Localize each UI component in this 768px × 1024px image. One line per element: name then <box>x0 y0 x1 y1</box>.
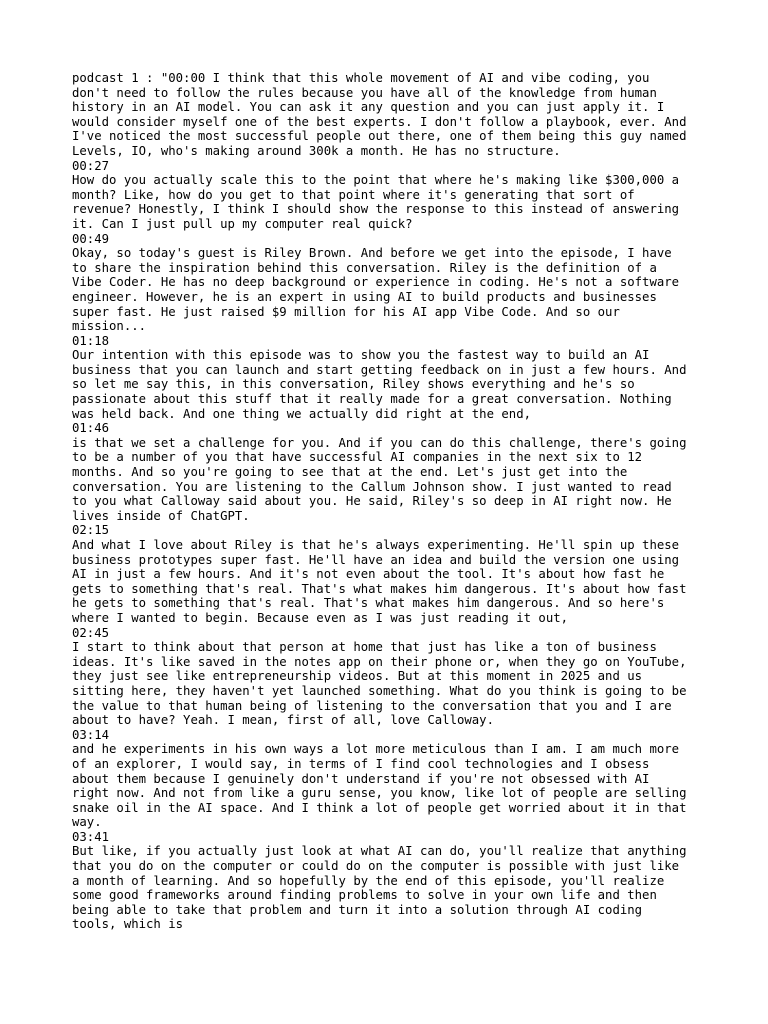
transcript-line: sitting here, they haven't yet launched something. What do you think is going to be <box>72 683 687 698</box>
transcript-line: I start to think about that person at home that just has like a ton of business <box>72 640 657 655</box>
transcript-line: But like, if you actually just look at what AI can do, you'll realize that anything <box>72 844 687 859</box>
transcript-line: the value to that human being of listening to the conversation that you and I are <box>72 698 672 713</box>
transcript-line: history in an AI model. You can ask it any question and you can just apply it. I <box>72 100 665 115</box>
transcript-line: he gets to something that's real. That's what makes him dangerous. And so here's <box>72 596 665 611</box>
transcript-line: revenue? Honestly, I think I should show the response to this instead of answering <box>72 202 680 217</box>
transcript-line: to be a number of you that have successful AI companies in the next six to 12 <box>72 450 643 465</box>
transcript-line: being able to take that problem and turn it into a solution through AI coding <box>72 902 643 917</box>
transcript-line: engineer. However, he is an expert in using AI to build products and businesses <box>72 289 657 304</box>
transcript-line: months. And so you're going to see that at the end. Let's just get into the <box>72 465 628 480</box>
transcript-line: was held back. And one thing we actually did right at the end, <box>72 406 532 421</box>
transcript-line: super fast. He just raised $9 million for his AI app Vibe Code. And so our <box>72 304 620 319</box>
transcript-line: tools, which is <box>72 917 184 932</box>
transcript-line: passionate about this stuff that it really made for a great conversation. Nothing <box>72 392 672 407</box>
transcript-line: gets to something that's real. That's what makes him dangerous. It's about how fast <box>72 581 687 596</box>
transcript-line: podcast 1 : "00:00 I think that this whole movement of AI and vibe coding, you <box>72 71 650 85</box>
transcript-line: Levels, IO, who's making around 300k a month. He has no structure. <box>72 143 561 158</box>
transcript-line: conversation. You are listening to the Callum Johnson show. I just wanted to read <box>72 479 672 494</box>
transcript-line: How do you actually scale this to the point that where he's making like $300,000 a <box>72 173 680 188</box>
transcript-line: 03:14 <box>72 727 110 742</box>
transcript-line: about them because I genuinely don't understand if you're not obsessed with AI <box>72 771 650 786</box>
transcript-line: Our intention with this episode was to show you the fastest way to build an AI <box>72 348 650 363</box>
transcript-line: Vibe Coder. He has no deep background or experience in coding. He's not a software <box>72 275 680 290</box>
transcript-line: some good frameworks around finding problems to solve in your own life and then <box>72 888 657 903</box>
transcript-line: 02:45 <box>72 625 110 640</box>
transcript-line: AI in just a few hours. And it's not even about the tool. It's about how fast he <box>72 567 665 582</box>
transcript-line: right now. And not from like a guru sense, you know, like lot of people are selling <box>72 786 687 801</box>
transcript-line: And what I love about Riley is that he's always experimenting. He'll spin up these <box>72 538 680 552</box>
transcript-line: business that you can launch and start getting feedback on in just a few hours. And <box>72 362 687 377</box>
transcript-line: 01:18 <box>72 333 110 348</box>
transcript-line: mission... <box>72 319 147 334</box>
transcript-line: to you what Calloway said about you. He said, Riley's so deep in AI right now. He <box>72 494 672 509</box>
transcript-line: way. <box>72 815 102 830</box>
transcript-line: Okay, so today's guest is Riley Brown. And before we get into the episode, I have <box>72 246 672 261</box>
transcript-line: they just see like entrepreneurship videos. But at this moment in 2025 and us <box>72 669 643 684</box>
transcript-line: month? Like, how do you get to that point where it's generating that sort of <box>72 187 635 202</box>
transcript-line: to share the inspiration behind this conversation. Riley is the definition of a <box>72 260 657 275</box>
transcript-line: and he experiments in his own ways a lot more meticulous than I am. I am much more <box>72 742 680 757</box>
transcript-line: 02:15 <box>72 523 110 538</box>
transcript-line: business prototypes super fast. He'll have an idea and build the version one using <box>72 552 680 567</box>
transcript-line: of an explorer, I would say, in terms of I find cool technologies and I obsess <box>72 756 650 771</box>
transcript-line: that you do on the computer or could do on the computer is possible with just like <box>72 859 680 874</box>
transcript-line: is that we set a challenge for you. And if you can do this challenge, there's going <box>72 435 687 450</box>
transcript-line: 03:41 <box>72 829 110 844</box>
transcript-line: it. Can I just pull up my computer real quick? <box>72 216 413 231</box>
transcript-page <box>72 71 712 932</box>
transcript-line: I've noticed the most successful people out there, one of them being this guy named <box>72 129 687 144</box>
transcript-line: about to have? Yeah. I mean, first of all, love Calloway. <box>72 713 494 728</box>
transcript-line: would consider myself one of the best experts. I don't follow a playbook, ever. And <box>72 114 687 129</box>
transcript-line: where I wanted to begin. Because even as I was just reading it out, <box>72 610 569 625</box>
transcript-line: so let me say this, in this conversation, Riley shows everything and he's so <box>72 377 635 392</box>
transcript-line: a month of learning. And so hopefully by the end of this episode, you'll realize <box>72 873 665 888</box>
transcript-line: don't need to follow the rules because you have all of the knowledge from human <box>72 85 657 100</box>
transcript-line: 00:27 <box>72 158 110 173</box>
transcript-line: snake oil in the AI space. And I think a lot of people get worried about it in that <box>72 800 687 815</box>
transcript-line: lives inside of ChatGPT. <box>72 508 250 523</box>
transcript-line: ideas. It's like saved in the notes app on their phone or, when they go on YouTube, <box>72 654 687 669</box>
transcript-line: 01:46 <box>72 421 110 436</box>
transcript-line: 00:49 <box>72 231 110 246</box>
